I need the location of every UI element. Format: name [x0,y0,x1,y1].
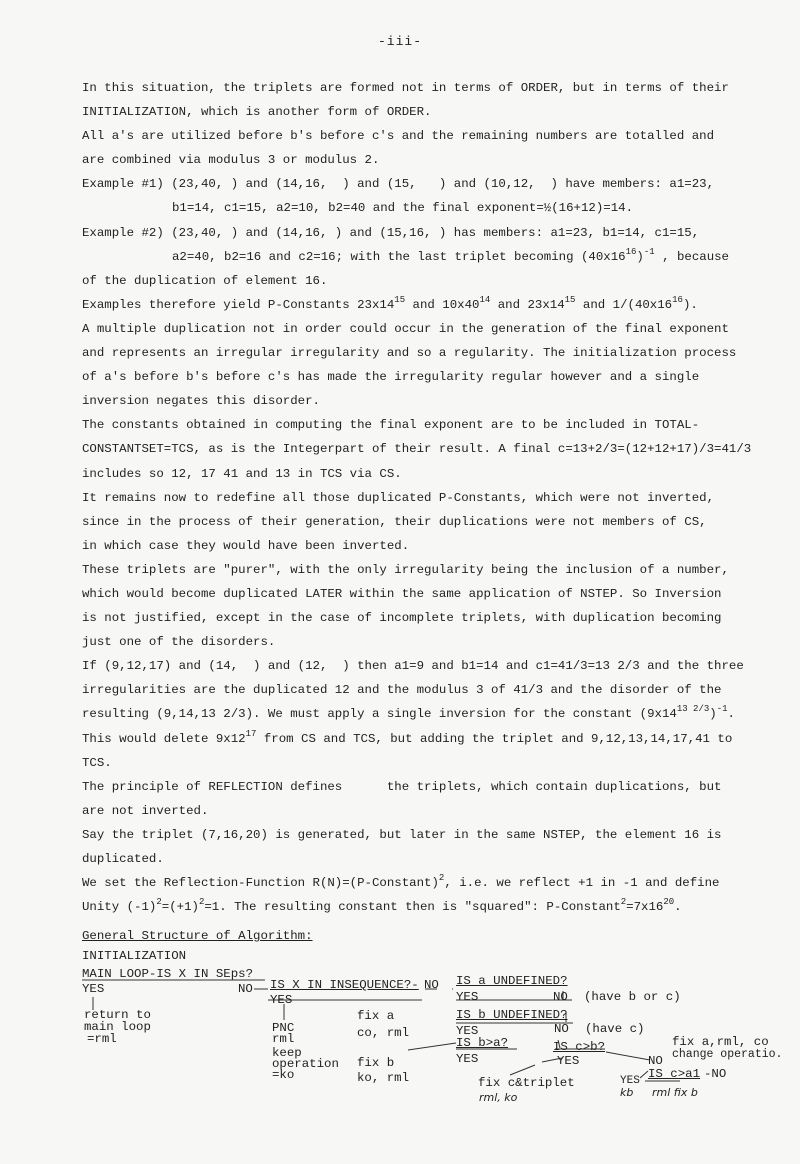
flow-fix-a-rml: fix a,rml, co [672,1035,769,1049]
flow-fix-c-triplet: fix c&triplet [478,1076,575,1090]
text-line: are combined via modulus 3 or modulus 2. [82,153,380,168]
flow-c-gt-a: IS c>a1 [648,1067,701,1081]
flow-have-c: (have c) [585,1022,645,1036]
flow-no: -NO [704,1067,727,1081]
text-line: duplicated. [82,852,164,866]
flow-pnc: rml [272,1032,295,1046]
text-line: resulting (9,14,13 2/3). We must apply a single inversion for the constant $(9x14^{13 2/3})^{-1}$. [82,704,735,722]
flow-fix-a-rml: change operatio. [672,1048,783,1061]
flow-main-loop: MAIN LOOP-IS X IN SEps? [82,967,254,981]
flow-handwritten-note: kb [620,1086,634,1099]
flow-init: INITIALIZATION [82,949,187,963]
flow-in-sequence: IS X IN INSEQUENCE?- [270,978,419,992]
flow-have-b-or-c: (have b or c) [584,990,681,1004]
text-line: If (9,12,17) and (14, ) and (12, ) then a1=9 and b1=14 and c1=41/3=13 2/3 and the three [82,659,744,674]
text-line: is not justified, except in the case of incomplete triplets, with duplication becoming [82,611,722,626]
flow-c-gt-b: IS c>b? [553,1040,606,1054]
text-line: In this situation, the triplets are formed not in terms of ORDER, but in terms of their [82,81,729,95]
flow-b-undefined: IS b UNDEFINED? [456,1008,568,1022]
flow-return: main loop [84,1020,151,1034]
flow-a-undefined: IS a UNDEFINED? [456,974,568,988]
flow-yes: YES [620,1075,640,1087]
flow-return: return to [84,1008,151,1022]
text-line: of the duplication of element 16. [82,273,328,288]
flow-fix-a: co, rml [357,1026,410,1040]
text-line: b1=14, c1=15, a2=10, b2=40 and the final exponent=½(16+12)=14. [172,201,634,216]
flow-yes: YES [456,1052,479,1066]
flow-no: NO [553,990,568,1004]
flow-fix-b: fix b [357,1056,395,1070]
text-line: INITIALIZATION, which is another form of ORDER. [82,105,432,120]
text-line: Say the triplet (7,16,20) is generated, but later in the same NSTEP, the element 16 is [82,827,722,842]
text-line: The principle of REFLECTION defines the triplets, which contain duplications, but [82,779,722,794]
flow-yes: YES [456,1024,479,1038]
flow-fix-b: ko, rml [357,1071,410,1085]
text-line: inversion negates this disorder. [82,394,320,409]
text-line: are not inverted. [82,803,209,818]
flow-handwritten-note: rml fix b [652,1086,698,1099]
flow-yes: YES [557,1054,580,1068]
section-title: General Structure of Algorithm: [82,929,313,943]
text-line: in which case they would have been inverted. [82,538,410,553]
flow-b-gt-a: IS b>a? [456,1036,509,1050]
text-line: All a's are utilized before b's before c's and the remaining numbers are totalled and [82,129,715,144]
flow-fix-a: fix a [357,1009,395,1023]
text-line: since in the process of their generation, their duplications were not members of CS, [82,514,707,529]
text-line: which would become duplicated LATER within the same application of NSTEP. So Inversion [82,586,722,601]
flow-no: NO [424,978,439,992]
text-line: CONSTANTSET=TCS, as is the Integerpart of their result. A final c=13+2/3=(12+12+17)/3=41/3 [82,442,752,457]
text-line: We set the Reflection-Function R(N)=(P-Constant)$^2$, i.e. we reflect +1 in -1 and define [82,873,720,891]
flow-keep: keep [272,1046,302,1060]
text-line: Unity $(-1)^2=(+1)^2=1$. The resulting constant then is "squared": $P-Constant^2=7x16^{20}$. [82,897,682,915]
page-number: -iii- [377,34,422,49]
text-line: It remains now to redefine all those duplicated P-Constants, which were not inverted, [82,490,715,505]
text-line: and represents an irregular irregularity and so a regularity. The initialization process [82,346,737,361]
flow-no: NO [648,1054,663,1068]
flow-yes: YES [82,982,105,996]
flow-no: NO [238,982,253,996]
text-line: Example #1) (23,40, ) and (14,16, ) and (15, ) and (10,12, ) have members: a1=23, [82,177,715,192]
flow-yes: YES [270,993,293,1007]
text-line: These triplets are "purer", with the only irregularity being the inclusion of a number, [82,562,729,577]
text-line: includes so 12, 17 41 and 13 in TCS via CS. [82,466,402,481]
text-line: a2=40, b2=16 and c2=16; with the last triplet becoming $(40x16^{16})^{-1}$ , because [172,246,729,264]
text-line: of a's before b's before c's has made the irregularity regular however and a single [82,370,700,385]
flow-handwritten-note: rml, ko [479,1091,518,1104]
flow-keep: operation [272,1057,339,1071]
text-line: irregularities are the duplicated 12 and the modulus 3 of 41/3 and the disorder of the [82,683,722,698]
flow-no: NO [554,1022,569,1036]
flow-yes: YES [456,990,479,1004]
text-line: This would delete $9x12^{17}$ from CS and TCS, but adding the triplet and 9,12,13,14,17,41 to [82,728,733,746]
text-line: TCS. [82,755,112,770]
text-line: just one of the disorders. [82,635,276,650]
text-line: The constants obtained in computing the final exponent are to be included in TOTAL- [82,418,700,433]
flow-return: =rml [87,1032,117,1046]
flow-pnc: PNC [272,1021,295,1035]
flow-keep: =ko [272,1068,295,1082]
text-line: Examples therefore yield P-Constants $23x14^{15}$ and $10x40^{14}$ and $23x14^{15}$ and $1/(40x16^{16})$. [82,294,698,312]
text-line: A multiple duplication not in order could occur in the generation of the final exponent [82,321,729,336]
text-line: Example #2) (23,40, ) and (14,16, ) and (15,16, ) has members: a1=23, b1=14, c1=15, [82,225,700,240]
